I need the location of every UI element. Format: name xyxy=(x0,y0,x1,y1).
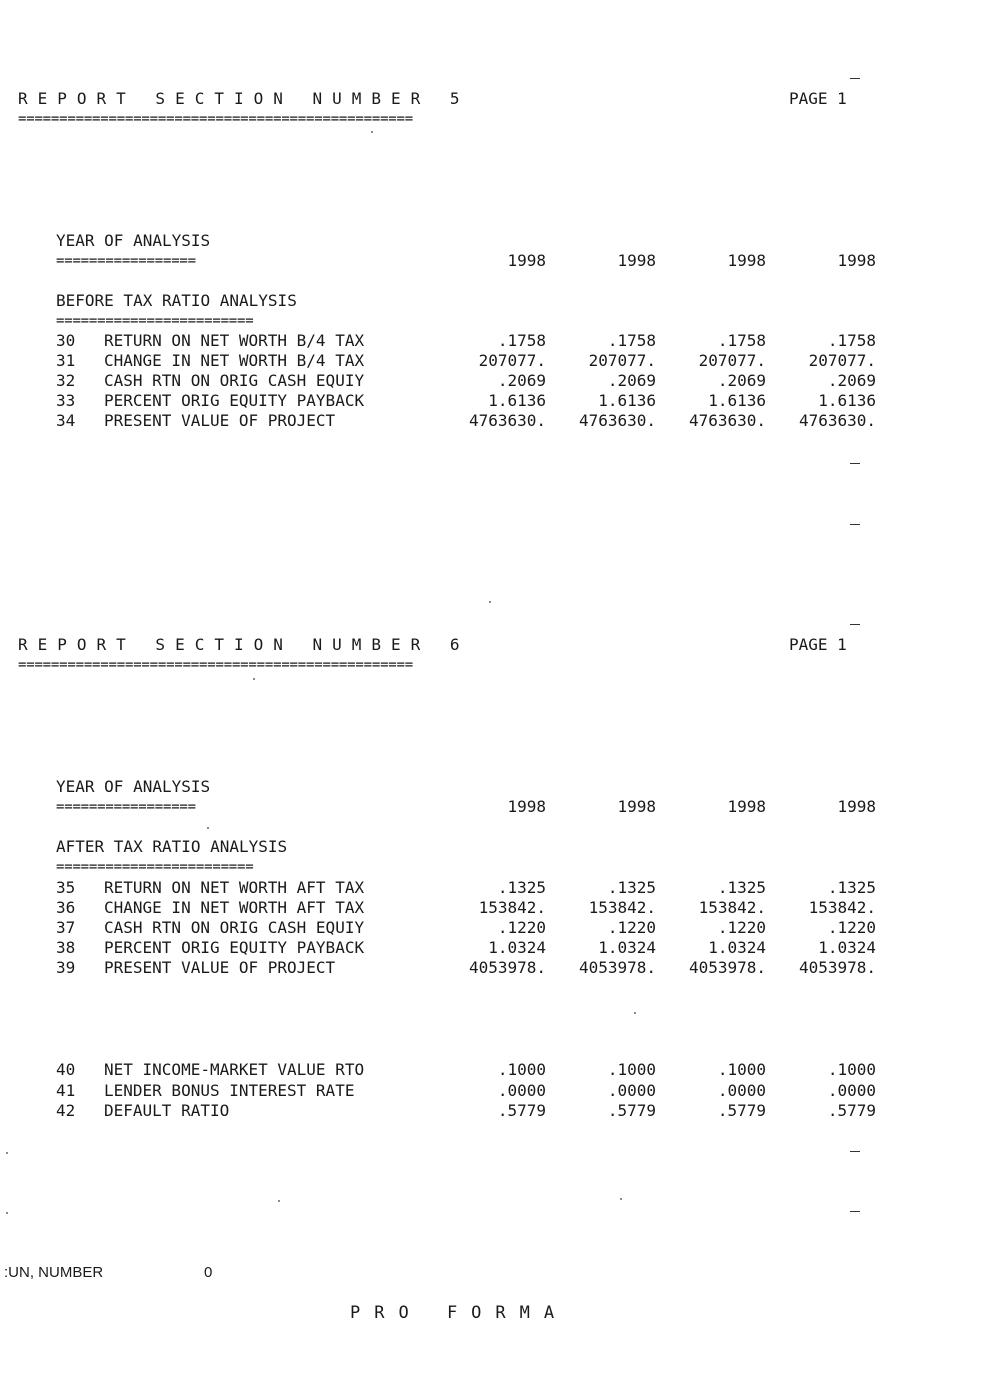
row-label: DEFAULT RATIO xyxy=(104,1101,230,1120)
row-value: 153842. xyxy=(698,898,766,917)
margin-tick xyxy=(850,463,860,464)
row-value: .2069 xyxy=(827,371,876,390)
run-number-label: :UN, NUMBER xyxy=(4,1264,104,1281)
row-value: .5779 xyxy=(607,1101,656,1120)
row-number: 33 xyxy=(56,391,76,410)
row-value: .1220 xyxy=(607,918,656,937)
row-label: PERCENT ORIG EQUITY PAYBACK xyxy=(104,391,365,410)
row-value: 4763630. xyxy=(578,411,656,430)
speck xyxy=(634,1012,636,1014)
analysis-rule: ======================== xyxy=(56,313,254,329)
row-value: .1000 xyxy=(717,1060,766,1079)
margin-tick xyxy=(850,78,860,79)
row-label: CHANGE IN NET WORTH AFT TAX xyxy=(104,898,365,917)
row-value: .5779 xyxy=(497,1101,546,1120)
row-label: CHANGE IN NET WORTH B/4 TAX xyxy=(104,351,365,370)
row-value: 1.6136 xyxy=(818,391,876,410)
row-value: .2069 xyxy=(717,371,766,390)
year-cell: 1998 xyxy=(727,251,766,270)
year-cell: 1998 xyxy=(507,797,546,816)
row-number: 42 xyxy=(56,1101,76,1120)
row-value: 1.6136 xyxy=(598,391,656,410)
margin-tick xyxy=(850,1211,860,1212)
year-cell: 1998 xyxy=(617,251,656,270)
row-label: PERCENT ORIG EQUITY PAYBACK xyxy=(104,938,365,957)
row-number: 37 xyxy=(56,918,76,937)
row-value: .0000 xyxy=(717,1081,766,1100)
row-value: .1758 xyxy=(607,331,656,350)
row-label: RETURN ON NET WORTH AFT TAX xyxy=(104,878,365,897)
row-value: .2069 xyxy=(607,371,656,390)
row-number: 39 xyxy=(56,958,76,977)
row-value: 207077. xyxy=(588,351,656,370)
row-value: 1.0324 xyxy=(488,938,546,957)
speck xyxy=(253,678,255,680)
row-value: 153842. xyxy=(478,898,546,917)
row-number: 35 xyxy=(56,878,76,897)
row-value: 4763630. xyxy=(688,411,766,430)
row-label: LENDER BONUS INTEREST RATE xyxy=(104,1081,355,1100)
row-value: .5779 xyxy=(717,1101,766,1120)
row-value: 153842. xyxy=(588,898,656,917)
speck xyxy=(620,1198,622,1200)
row-value: .5779 xyxy=(827,1101,876,1120)
row-value: 1.0324 xyxy=(598,938,656,957)
row-value: 153842. xyxy=(808,898,876,917)
row-value: .1758 xyxy=(717,331,766,350)
year-cell: 1998 xyxy=(837,251,876,270)
speck xyxy=(371,131,373,133)
row-value: 1.0324 xyxy=(708,938,766,957)
analysis-rule: ======================== xyxy=(56,859,254,875)
row-value: .1325 xyxy=(607,878,656,897)
row-value: .1220 xyxy=(497,918,546,937)
section-rule: ================================================ xyxy=(18,111,413,127)
section-title: REPORT SECTION NUMBER 5 xyxy=(18,89,470,108)
row-value: 1.0324 xyxy=(818,938,876,957)
row-value: 207077. xyxy=(808,351,876,370)
row-value: .1325 xyxy=(717,878,766,897)
row-value: 4053978. xyxy=(578,958,656,977)
year-cell: 1998 xyxy=(617,797,656,816)
analysis-heading: BEFORE TAX RATIO ANALYSIS xyxy=(56,291,297,310)
section-title: REPORT SECTION NUMBER 6 xyxy=(18,635,470,654)
row-number: 36 xyxy=(56,898,76,917)
row-number: 32 xyxy=(56,371,76,390)
pro-forma-title: PRO FORMA xyxy=(350,1303,569,1323)
row-value: .1220 xyxy=(717,918,766,937)
row-value: .1000 xyxy=(497,1060,546,1079)
row-number: 34 xyxy=(56,411,76,430)
row-value: .1758 xyxy=(497,331,546,350)
margin-tick xyxy=(850,624,860,625)
row-label: PRESENT VALUE OF PROJECT xyxy=(104,958,336,977)
speck xyxy=(6,1212,8,1214)
row-value: 207077. xyxy=(478,351,546,370)
row-number: 30 xyxy=(56,331,76,350)
run-number-value: 0 xyxy=(204,1264,213,1281)
row-label: NET INCOME-MARKET VALUE RTO xyxy=(104,1060,365,1079)
row-number: 40 xyxy=(56,1060,76,1079)
row-value: 4763630. xyxy=(468,411,546,430)
year-cell: 1998 xyxy=(837,797,876,816)
section-rule: ================================================ xyxy=(18,657,413,673)
row-value: .1325 xyxy=(497,878,546,897)
row-number: 31 xyxy=(56,351,76,370)
row-value: 207077. xyxy=(698,351,766,370)
row-value: .2069 xyxy=(497,371,546,390)
year-heading: YEAR OF ANALYSIS xyxy=(56,231,211,250)
row-value: .1325 xyxy=(827,878,876,897)
row-value: 4763630. xyxy=(798,411,876,430)
row-value: .0000 xyxy=(607,1081,656,1100)
row-value: .0000 xyxy=(827,1081,876,1100)
year-heading: YEAR OF ANALYSIS xyxy=(56,777,211,796)
row-label: PRESENT VALUE OF PROJECT xyxy=(104,411,336,430)
speck xyxy=(489,601,491,603)
row-value: 1.6136 xyxy=(488,391,546,410)
row-value: 4053978. xyxy=(688,958,766,977)
year-cell: 1998 xyxy=(727,797,766,816)
speck xyxy=(6,1152,8,1154)
year-cell: 1998 xyxy=(507,251,546,270)
speck xyxy=(278,1200,280,1202)
row-value: .1000 xyxy=(607,1060,656,1079)
row-value: 1.6136 xyxy=(708,391,766,410)
row-number: 38 xyxy=(56,938,76,957)
year-rule: ================= xyxy=(56,799,196,815)
row-label: RETURN ON NET WORTH B/4 TAX xyxy=(104,331,365,350)
row-value: .1000 xyxy=(827,1060,876,1079)
speck xyxy=(207,827,209,829)
row-value: 4053978. xyxy=(798,958,876,977)
row-value: .0000 xyxy=(497,1081,546,1100)
page-number: PAGE 1 xyxy=(789,89,847,108)
row-value: .1220 xyxy=(827,918,876,937)
page-number: PAGE 1 xyxy=(789,635,847,654)
margin-tick xyxy=(850,524,860,525)
row-number: 41 xyxy=(56,1081,76,1100)
row-label: CASH RTN ON ORIG CASH EQUIY xyxy=(104,918,365,937)
row-label: CASH RTN ON ORIG CASH EQUIY xyxy=(104,371,365,390)
row-value: 4053978. xyxy=(468,958,546,977)
year-rule: ================= xyxy=(56,253,196,269)
analysis-heading: AFTER TAX RATIO ANALYSIS xyxy=(56,837,288,856)
row-value: .1758 xyxy=(827,331,876,350)
margin-tick xyxy=(850,1151,860,1152)
